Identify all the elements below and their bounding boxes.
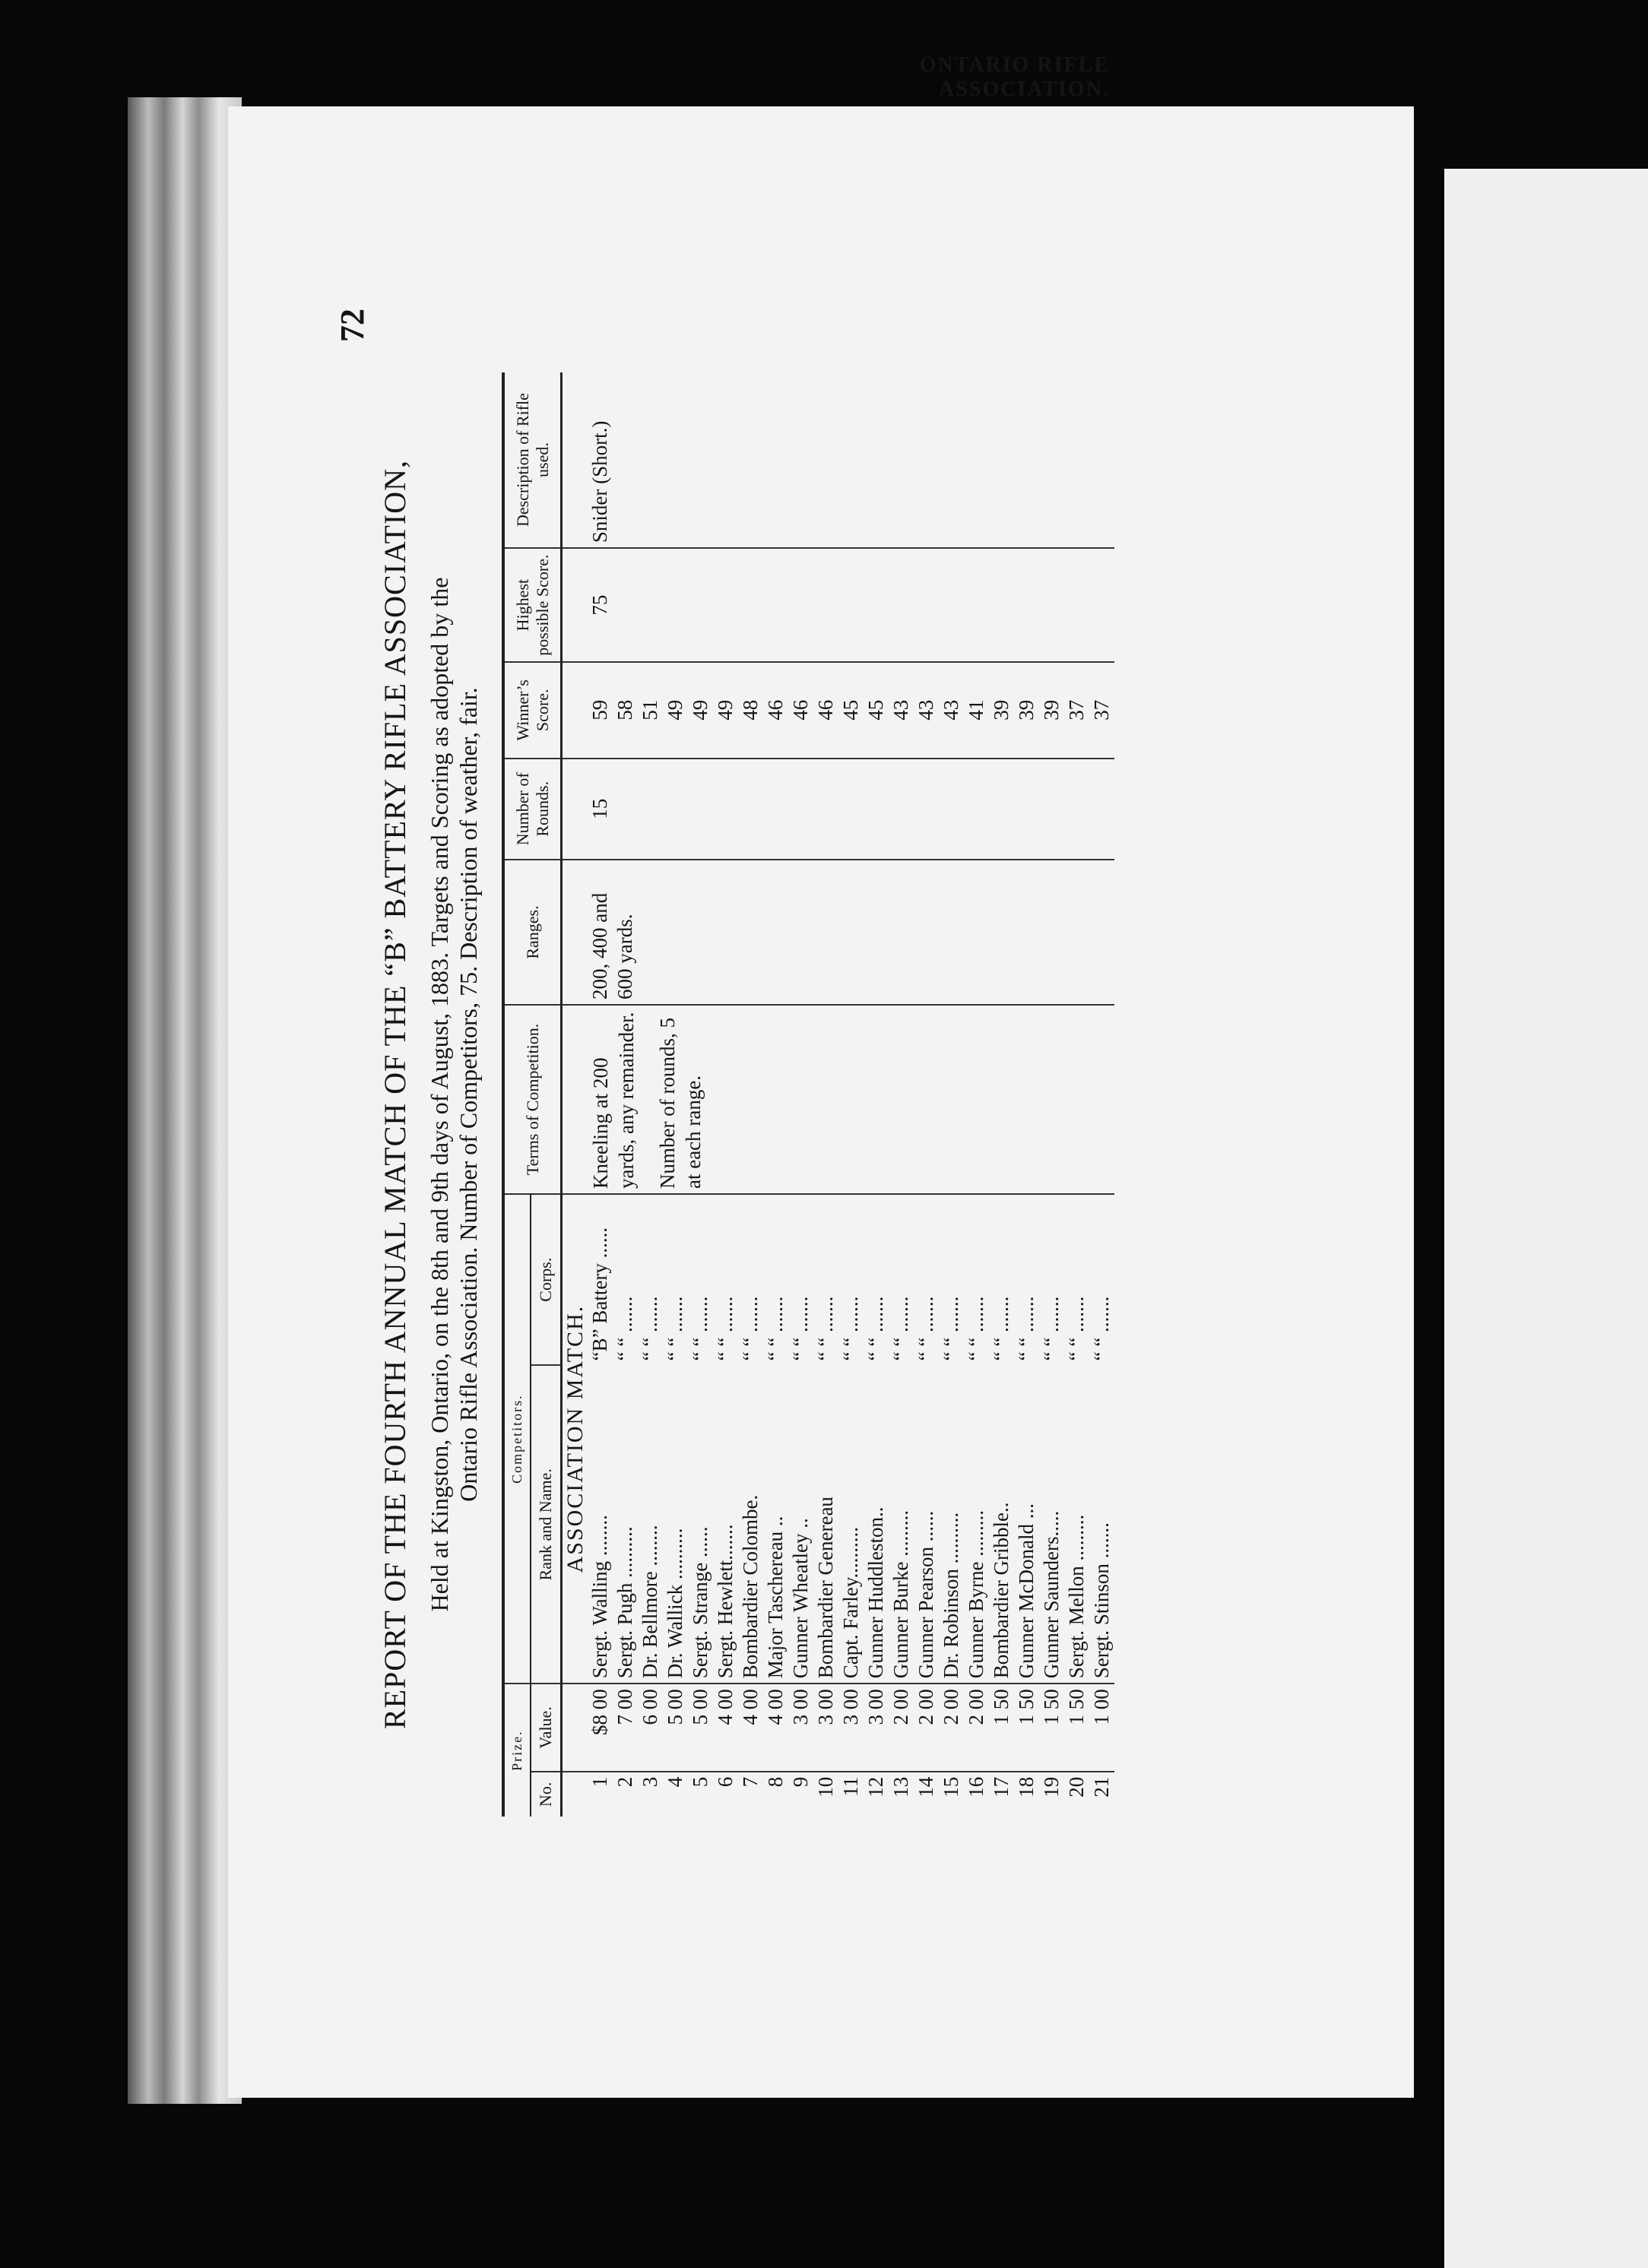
rifle-description: Snider (Short.) [588, 372, 1114, 548]
competitor-name: Bombardier Gribble.. [989, 1365, 1014, 1684]
competitor-name: Capt. Farley.......... [838, 1365, 864, 1684]
prize-no: 11 [839, 1776, 862, 1797]
rotated-page-content [334, 53, 1292, 1931]
winners-score: 45 [864, 662, 889, 759]
competitor-name: Gunner Huddleston.. [864, 1365, 889, 1684]
competitor-corps: “ “ ....... [789, 1296, 812, 1361]
prize-value: 3 00 [838, 1684, 864, 1772]
no-header: No. [531, 1772, 562, 1817]
competitor-name: Sergt. Pugh .......... [613, 1365, 638, 1684]
prize-value: 2 00 [939, 1684, 964, 1772]
winners-score: 49 [713, 662, 738, 759]
rounds-header: Number of Rounds. [503, 759, 562, 860]
winners-score: 39 [1039, 662, 1064, 759]
competitor-name: Dr. Wallick .......... [663, 1365, 688, 1684]
competitor-corps: “ “ ....... [814, 1296, 837, 1361]
number-of-rounds: 15 [588, 759, 1114, 860]
competitor-corps: “ “ ....... [714, 1296, 737, 1361]
competitor-name: Dr. Bellmore ........ [638, 1365, 663, 1684]
page-number: 72 [334, 309, 371, 342]
prize-no: 10 [814, 1776, 837, 1798]
competitor-name: Sergt. Hewlett....... [713, 1365, 738, 1684]
winners-score: 39 [1014, 662, 1039, 759]
report-subtitle-line2: Ontario Rifle Association. Number of Competitors, 75. Description of weather, fair. [455, 687, 482, 1502]
prize-header: Prize. [503, 1684, 531, 1817]
winners-score: 46 [763, 662, 788, 759]
competitor-name: Gunner Pearson ...... [914, 1365, 939, 1684]
terms-kneeling: Kneeling at 200 yards, any remainder. [589, 1012, 638, 1189]
competitor-name: Gunner Burke ......... [889, 1365, 914, 1684]
highest-possible-score: 75 [588, 548, 1114, 662]
prize-value: 6 00 [638, 1684, 663, 1772]
winners-score: 49 [688, 662, 713, 759]
competitor-name: Sergt. Mellon ......... [1064, 1365, 1089, 1684]
winners-score: 45 [838, 662, 864, 759]
competitor-corps: “ “ ....... [914, 1296, 937, 1361]
prize-value: 2 00 [889, 1684, 914, 1772]
terms-of-competition [588, 1005, 1114, 1194]
prize-no: 12 [864, 1776, 887, 1798]
competitor-corps: “ “ ....... [1040, 1296, 1063, 1361]
competitor-corps: “ “ ....... [1090, 1296, 1113, 1361]
prize-value: 2 00 [964, 1684, 989, 1772]
prize-no: 5 [689, 1776, 711, 1788]
report-title: REPORT OF THE FOURTH ANNUAL MATCH OF THE “B” BATTERY RIFLE ASSOCIATION, [378, 459, 412, 1730]
prize-value: 1 50 [1064, 1684, 1089, 1772]
competitor-corps: “ “ ....... [764, 1296, 787, 1361]
prize-no: 13 [889, 1776, 912, 1798]
winners-score: 43 [939, 662, 964, 759]
competitor-corps: “ “ ....... [990, 1296, 1013, 1361]
results-table [502, 372, 1114, 1817]
rifle-header: Description of Rifle used. [503, 372, 562, 548]
winners-score: 46 [813, 662, 838, 759]
prize-value: 1 50 [1014, 1684, 1039, 1772]
competitor-corps: “ “ ....... [889, 1296, 912, 1361]
running-head: ONTARIO RIFLE ASSOCIATION. [919, 53, 1110, 101]
competitor-corps: “ “ ....... [613, 1296, 636, 1361]
prize-no: 8 [764, 1776, 787, 1788]
prize-no: 21 [1090, 1776, 1113, 1798]
competitor-corps: “ “ ....... [864, 1296, 887, 1361]
prize-value: 3 00 [864, 1684, 889, 1772]
competitor-corps: “ “ ....... [664, 1296, 686, 1361]
rank-name-header: Rank and Name. [531, 1365, 562, 1684]
prize-value: 1 00 [1089, 1684, 1114, 1772]
competitor-name: Bombardier Genereau [813, 1365, 838, 1684]
ranges-header: Ranges. [503, 860, 562, 1005]
prize-no: 9 [789, 1776, 812, 1788]
prize-value: 2 00 [914, 1684, 939, 1772]
facing-page-strip [1444, 169, 1648, 2268]
prize-no: 4 [664, 1776, 686, 1788]
prize-no: 18 [1015, 1776, 1038, 1798]
winners-score: 43 [889, 662, 914, 759]
prize-value: 4 00 [763, 1684, 788, 1772]
section-heading: ASSOCIATION MATCH. [562, 1194, 588, 1684]
competitor-corps: “B” Battery ...... [588, 1227, 611, 1361]
winners-score: 49 [663, 662, 688, 759]
winners-score: 39 [989, 662, 1014, 759]
prize-no: 2 [613, 1776, 636, 1788]
winners-score: 46 [788, 662, 813, 759]
winners-score: 37 [1089, 662, 1114, 759]
prize-value: 1 50 [989, 1684, 1014, 1772]
competitor-name: Bombardier Colombe. [738, 1365, 763, 1684]
prize-value: 5 00 [688, 1684, 713, 1772]
competitor-corps: “ “ ....... [739, 1296, 762, 1361]
competitor-corps: “ “ ....... [1015, 1296, 1038, 1361]
prize-value: 5 00 [663, 1684, 688, 1772]
competitor-corps: “ “ ....... [689, 1296, 711, 1361]
winners-score: 58 [613, 662, 638, 759]
winners-score-header: Winner’s Score. [503, 662, 562, 759]
competitor-name: Gunner Wheatley .. [788, 1365, 813, 1684]
prize-no: 15 [940, 1776, 962, 1798]
competitor-name: Gunner Saunders..... [1039, 1365, 1064, 1684]
competitor-corps: “ “ ....... [639, 1296, 661, 1361]
prize-no: 14 [914, 1776, 937, 1798]
competitor-corps: “ “ ....... [839, 1296, 862, 1361]
prize-value: 1 50 [1039, 1684, 1064, 1772]
prize-no: 3 [639, 1776, 661, 1788]
corps-header: Corps. [531, 1194, 562, 1365]
competitor-corps: “ “ ....... [965, 1296, 987, 1361]
prize-value: $8 00 [588, 1684, 613, 1772]
winners-score: 41 [964, 662, 989, 759]
terms-rounds: Number of rounds, 5 at each range. [656, 1018, 705, 1189]
winners-score: 48 [738, 662, 763, 759]
competitor-name: Sergt. Stinson ....... [1089, 1365, 1114, 1684]
winners-score: 59 [588, 662, 613, 759]
prize-no: 16 [965, 1776, 987, 1798]
terms-header: Terms of Competition. [503, 1005, 562, 1194]
value-header: Value. [531, 1684, 562, 1772]
competitor-name: Sergt. Walling ........ [588, 1365, 613, 1684]
competitor-corps: “ “ ....... [1065, 1296, 1088, 1361]
prize-value: 4 00 [713, 1684, 738, 1772]
winners-score: 43 [914, 662, 939, 759]
report-subtitle-line1: Held at Kingston, Ontario, on the 8th and 9th days of August, 1883. Targets and Scoring as adopted by the [426, 577, 453, 1612]
competitor-name: Gunner McDonald ... [1014, 1365, 1039, 1684]
prize-value: 4 00 [738, 1684, 763, 1772]
prize-no: 19 [1040, 1776, 1063, 1798]
prize-value: 7 00 [613, 1684, 638, 1772]
competitor-name: Dr. Robinson .......... [939, 1365, 964, 1684]
winners-score: 51 [638, 662, 663, 759]
prize-no: 17 [990, 1776, 1013, 1798]
highest-score-header: Highest possible Score. [503, 548, 562, 662]
winners-score: 37 [1064, 662, 1089, 759]
competitor-name: Sergt. Strange ...... [688, 1365, 713, 1684]
competitor-name: Gunner Byrne ......... [964, 1365, 989, 1684]
competitor-corps: “ “ ....... [940, 1296, 962, 1361]
prize-value: 3 00 [788, 1684, 813, 1772]
table-row [588, 372, 613, 1817]
prize-value: 3 00 [813, 1684, 838, 1772]
prize-no: 6 [714, 1776, 737, 1788]
competitor-name: Major Taschereau .. [763, 1365, 788, 1684]
prize-no: 1 [588, 1776, 611, 1788]
competitors-header: Competitors. [503, 1194, 531, 1684]
prize-no: 20 [1065, 1776, 1088, 1798]
page-edge [128, 97, 242, 2104]
prize-no: 7 [739, 1776, 762, 1788]
ranges: 200, 400 and 600 yards. [588, 860, 1114, 1005]
